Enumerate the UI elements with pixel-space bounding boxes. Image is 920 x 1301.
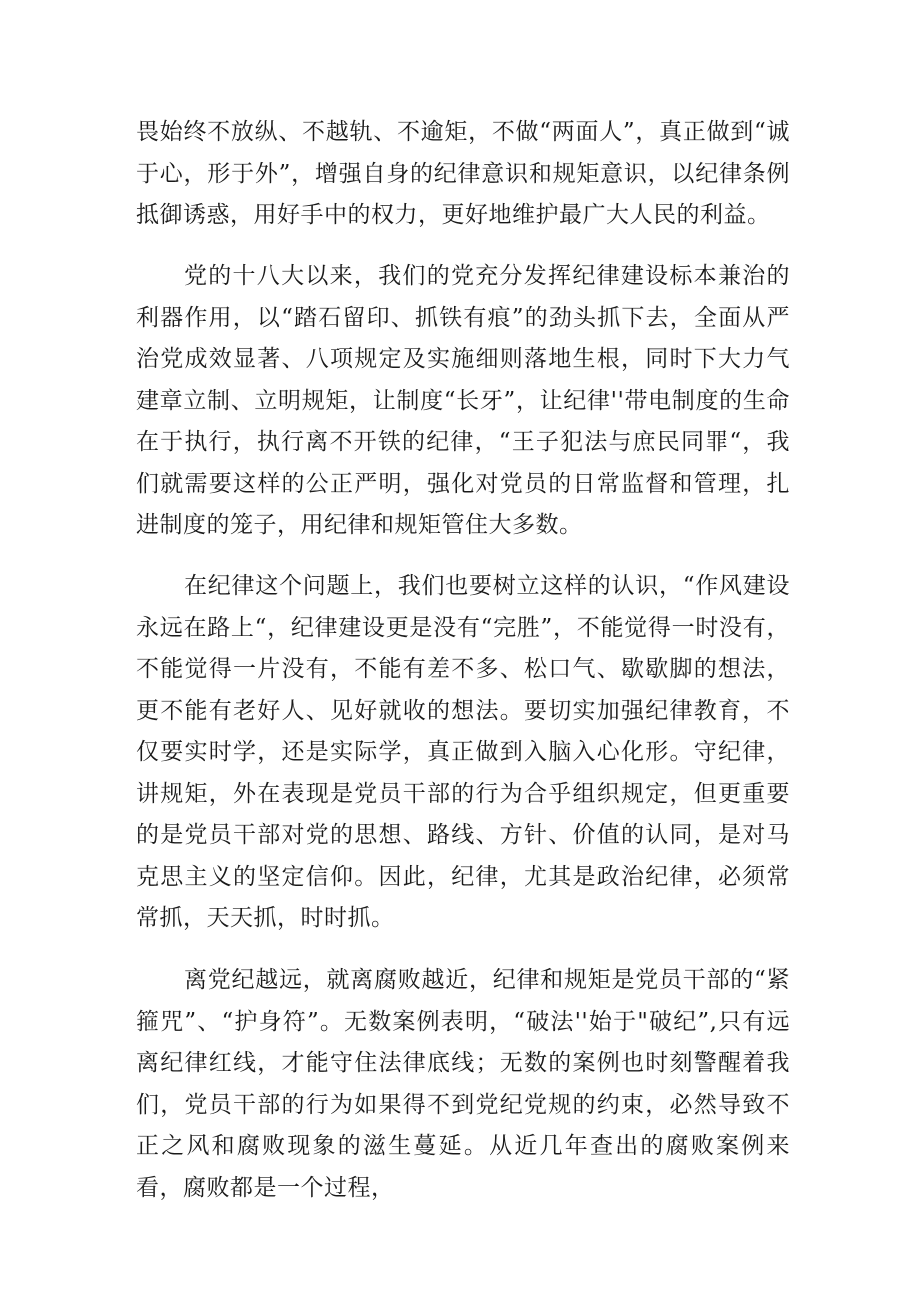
paragraph-continuation: 畏始终不放纵、不越轨、不逾矩，不做“两面人”，真正做到“诚于心，形于外”，增强自身的纪律意识和规矩意识，以纪律条例抵御诱惑，用好手中的权力，更好地维护最广大人民的利益。 (136, 119, 790, 228)
paragraph-discipline-awareness: 在纪律这个问题上，我们也要树立这样的认识，“作风建设永远在路上“，纪律建设更是没有“完胜”，不能觉得一时没有，不能觉得一片没有，不能有差不多、松口气、歇歇脚的想法，更不能有老好人、见好就收的想法。要切实加强纪律教育，不仅要实时学，还是实际学，真正做到入脑入心化形。守纪律，讲规矩，外在表现是党员干部的行为合乎组织规定，但更重要的是党员干部对党的思想、路线、方针、价值的认同，是对马克思主义的坚定信仰。因此，纪律，尤其是政治纪律，必须常常抓，天天抓，时时抓。 (136, 573, 790, 931)
paragraph-discipline-construction: 党的十八大以来，我们的党充分发挥纪律建设标本兼治的利器作用，以“踏石留印、抓铁有痕”的劲头抓下去，全面从严治党成效显著、八项规定及实施细则落地生根，同时下大力气建章立制、立明规矩，让制度“长牙”，让纪律''带电制度的生命在于执行，执行离不开铁的纪律，“王子犯法与庶民同罪“，我们就需要这样的公正严明，强化对党员的日常监督和管理，扎进制度的笼子，用纪律和规矩管住大多数。 (136, 263, 790, 538)
paragraph-corruption-warning: 离党纪越远，就离腐败越近，纪律和规矩是党员干部的“紧箍咒”、“护身符”。无数案例表明，“破法''始于"破纪”,只有远离纪律红线，才能守住法律底线；无数的案例也时刻警醒着我们，党员干部的行为如果得不到党纪党规的约束，必然导致不正之风和腐败现象的滋生蔓延。从近几年查出的腐败案例来看，腐败都是一个过程， (136, 967, 790, 1201)
